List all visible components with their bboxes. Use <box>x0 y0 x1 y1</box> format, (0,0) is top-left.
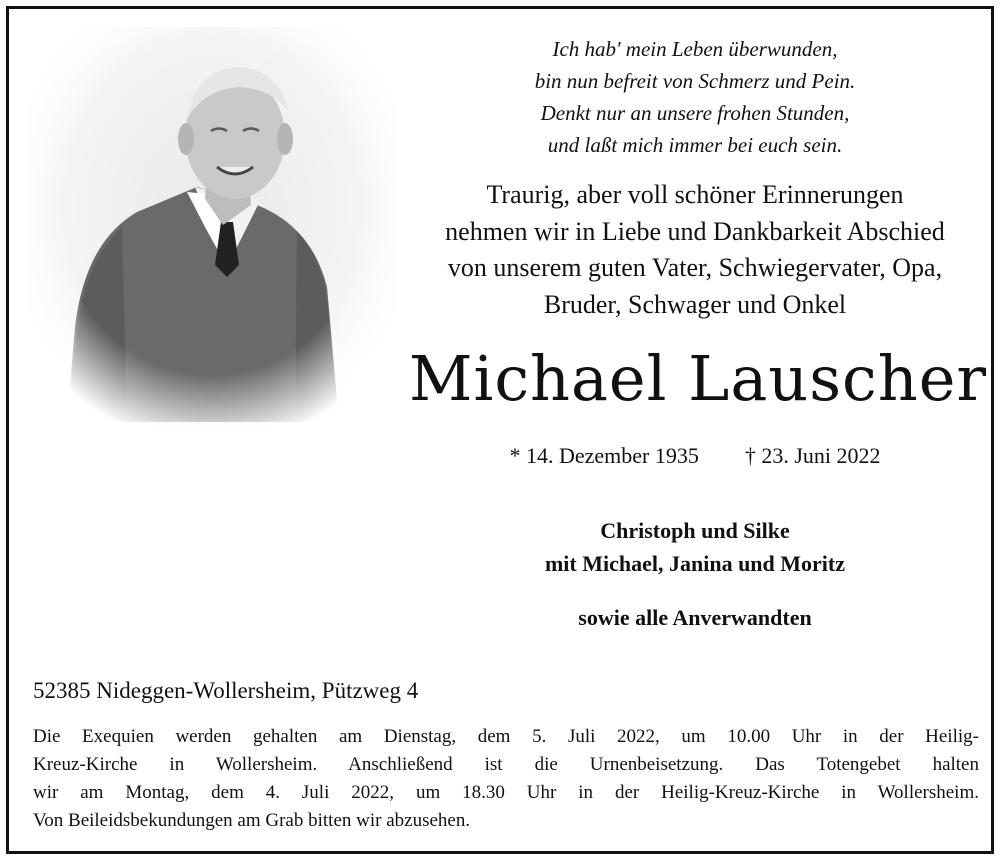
notice-line: Kreuz-Kirche in Wollersheim. Anschließend ist die Urnenbeisetzung. Das Totengebet halten <box>33 754 979 775</box>
relatives-line: sowie alle Anverwandten <box>578 605 812 630</box>
farewell-line: nehmen wir in Liebe und Dankbarkeit Abschied <box>445 216 945 246</box>
poem-line: Denkt nur an unsere frohen Stunden, <box>540 101 850 125</box>
farewell-line: Traurig, aber voll schöner Erinnerungen <box>486 180 904 209</box>
funeral-notice <box>33 723 979 835</box>
poem-line: Ich hab' mein Leben überwunden, <box>552 37 838 61</box>
farewell-text <box>399 177 991 323</box>
mourning-family <box>399 514 991 580</box>
birth-date: * 14. Dezember 1935 <box>509 443 699 468</box>
poem-line: bin nun befreit von Schmerz und Pein. <box>534 69 856 93</box>
family-line: mit Michael, Janina und Moritz <box>544 551 846 576</box>
farewell-line: von unserem guten Vater, Schwiegervater, Opa, <box>447 253 943 282</box>
notice-line: Von Beileidsbekundungen am Grab bitten wir abzusehen. <box>33 810 471 831</box>
family-address: 52385 Nideggen-Wollersheim, Pützweg 4 <box>33 678 419 703</box>
deceased-name: Michael Lauscher <box>409 342 988 415</box>
portrait-photo <box>27 27 397 427</box>
death-date: † 23. Juni 2022 <box>744 443 881 468</box>
poem <box>409 33 981 161</box>
portrait-illustration <box>27 27 397 427</box>
poem-line: und laßt mich immer bei euch sein. <box>547 133 843 157</box>
obituary-frame <box>6 6 994 854</box>
notice-line: wir am Montag, dem 4. Juli 2022, um 18.30 Uhr in der Heilig-Kreuz-Kirche in Wollersheim. <box>33 782 979 803</box>
farewell-line: Bruder, Schwager und Onkel <box>543 289 847 319</box>
notice-line: Die Exequien werden gehalten am Dienstag, dem 5. Juli 2022, um 10.00 Uhr in der Heilig- <box>33 726 979 747</box>
life-dates <box>409 441 981 471</box>
family-line: Christoph und Silke <box>600 518 790 543</box>
